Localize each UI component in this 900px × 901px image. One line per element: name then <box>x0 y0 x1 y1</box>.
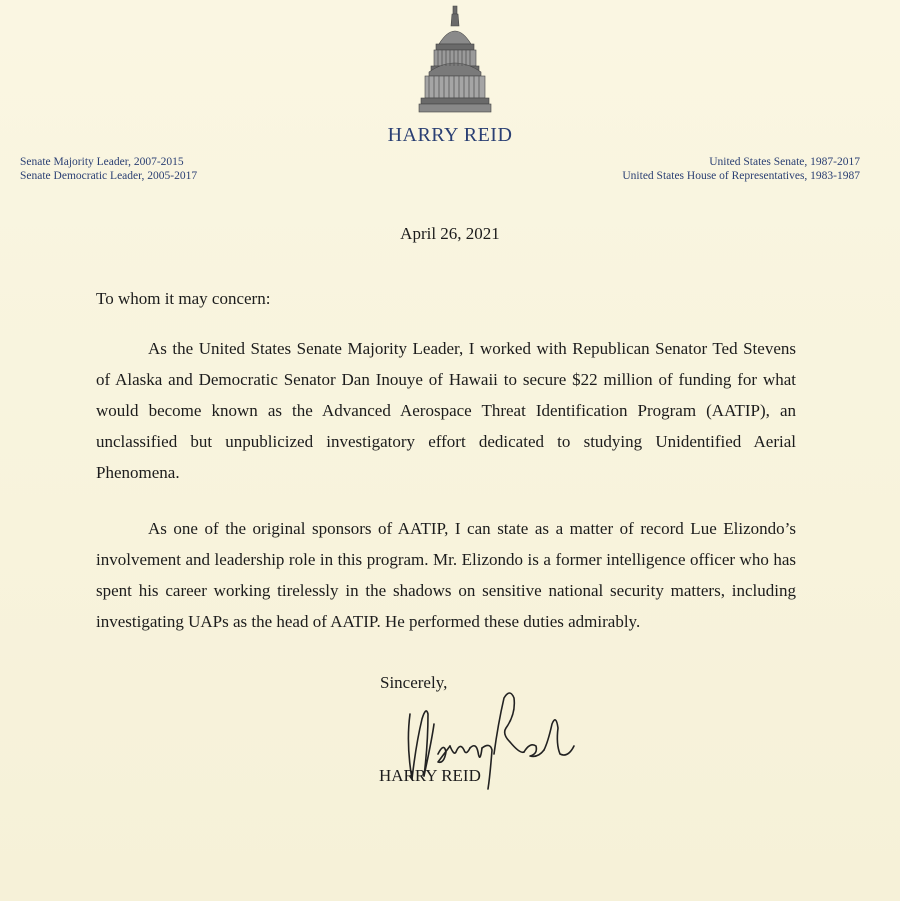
letterhead-right-line: United States Senate, 1987-2017 <box>709 156 860 168</box>
signer-name: HARRY REID <box>379 766 481 785</box>
letterhead-left-line: Senate Democratic Leader, 2005-2017 <box>20 170 198 182</box>
closing: Sincerely, <box>380 673 448 692</box>
body-paragraph-2: As one of the original sponsors of AATIP, I can state as a matter of record Lue Elizondo’s involvement and leadership role in this program. Mr. Elizondo is a former intelligence officer who has spent his career working tirelessly in the shadows on sensitive national security matters, including investigating UAPs as the head of AATIP. He performed these duties admirably. <box>96 519 796 631</box>
letter-date: April 26, 2021 <box>400 224 500 243</box>
salutation: To whom it may concern: <box>96 289 271 308</box>
letterhead-right-titles <box>622 155 860 183</box>
letterhead-left-titles <box>20 155 197 183</box>
body-paragraph-1: As the United States Senate Majority Leader, I worked with Republican Senator Ted Stevens of Alaska and Democratic Senator Dan Inouye of Hawaii to secure $22 million of funding for what would become known as the Advanced Aerospace Threat Identification Program (AATIP), an unclassified but unpublicized investigatory effort dedicated to studying Unidentified Aerial Phenomena. <box>96 339 796 482</box>
letterhead-name: HARRY REID <box>387 124 513 146</box>
letterhead-left-line: Senate Majority Leader, 2007-2015 <box>20 156 184 168</box>
capitol-dome-icon <box>417 4 493 116</box>
letterhead-right-line: United States House of Representatives, 1983-1987 <box>622 170 860 182</box>
